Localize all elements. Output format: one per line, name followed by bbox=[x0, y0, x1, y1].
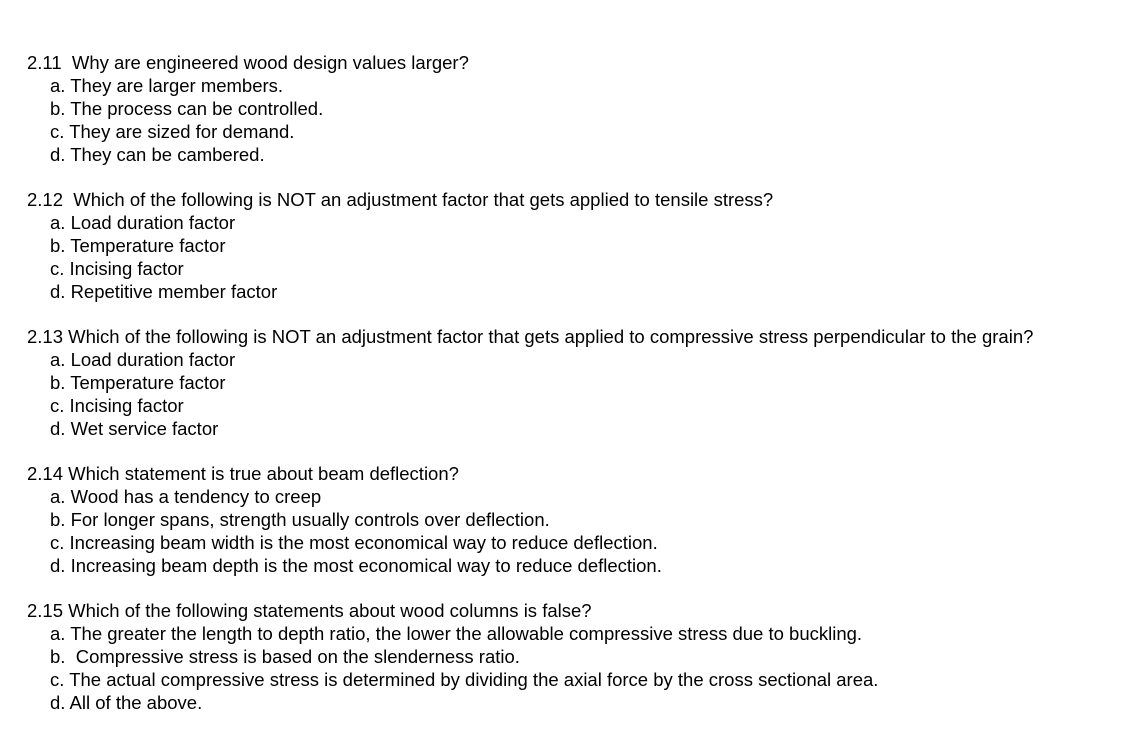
answer-option-b: b. For longer spans, strength usually controls over deflection. bbox=[50, 509, 550, 530]
answer-options bbox=[27, 622, 1117, 714]
question-prompt: Which of the following is NOT an adjustment factor that gets applied to compressive stress perpendicular to the grain? bbox=[68, 326, 1034, 347]
answer-option-d: d. Repetitive member factor bbox=[50, 281, 278, 302]
answer-options bbox=[27, 348, 1117, 440]
answer-options bbox=[27, 211, 1117, 303]
answer-options bbox=[27, 485, 1117, 577]
answer-option-d: d. Wet service factor bbox=[50, 418, 219, 439]
question-number: 2.15 bbox=[27, 600, 64, 621]
answer-option-d: d. All of the above. bbox=[50, 692, 203, 713]
answer-option-a: a. Load duration factor bbox=[50, 349, 236, 370]
question-2-12 bbox=[27, 188, 1117, 303]
answer-option-d: d. Increasing beam depth is the most economical way to reduce deflection. bbox=[50, 555, 662, 576]
question-2-15 bbox=[27, 599, 1117, 714]
answer-option-a: a. Load duration factor bbox=[50, 212, 236, 233]
answer-option-c: c. Incising factor bbox=[50, 395, 184, 416]
question-number: 2.13 bbox=[27, 326, 64, 347]
question-text bbox=[27, 462, 1117, 485]
answer-option-a: a. The greater the length to depth ratio, the lower the allowable compressive stress due to buckling. bbox=[50, 623, 863, 644]
answer-options bbox=[27, 74, 1117, 166]
answer-option-b: b. Temperature factor bbox=[50, 235, 226, 256]
question-text bbox=[27, 51, 1117, 74]
question-text bbox=[27, 325, 1117, 348]
question-2-13 bbox=[27, 325, 1117, 440]
answer-option-b: b. Compressive stress is based on the slenderness ratio. bbox=[50, 646, 520, 667]
question-prompt: Why are engineered wood design values larger? bbox=[71, 52, 469, 73]
question-text bbox=[27, 599, 1117, 622]
document-page bbox=[27, 51, 1117, 714]
answer-option-c: c. Incising factor bbox=[50, 258, 184, 279]
question-text bbox=[27, 188, 1117, 211]
question-prompt: Which of the following statements about wood columns is false? bbox=[68, 600, 592, 621]
answer-option-b: b. The process can be controlled. bbox=[50, 98, 324, 119]
question-prompt: Which statement is true about beam deflection? bbox=[68, 463, 459, 484]
question-prompt: Which of the following is NOT an adjustment factor that gets applied to tensile stress? bbox=[73, 189, 774, 210]
question-number: 2.12 bbox=[27, 189, 64, 210]
answer-option-c: c. Increasing beam width is the most economical way to reduce deflection. bbox=[50, 532, 658, 553]
question-2-14 bbox=[27, 462, 1117, 577]
answer-option-a: a. Wood has a tendency to creep bbox=[50, 486, 322, 507]
answer-option-b: b. Temperature factor bbox=[50, 372, 226, 393]
answer-option-c: c. The actual compressive stress is determined by dividing the axial force by the cross sectional area. bbox=[50, 669, 879, 690]
answer-option-c: c. They are sized for demand. bbox=[50, 121, 295, 142]
question-2-11 bbox=[27, 51, 1117, 166]
answer-option-a: a. They are larger members. bbox=[50, 75, 284, 96]
question-number: 2.14 bbox=[27, 463, 64, 484]
answer-option-d: d. They can be cambered. bbox=[50, 144, 265, 165]
question-number: 2.11 bbox=[27, 52, 62, 73]
